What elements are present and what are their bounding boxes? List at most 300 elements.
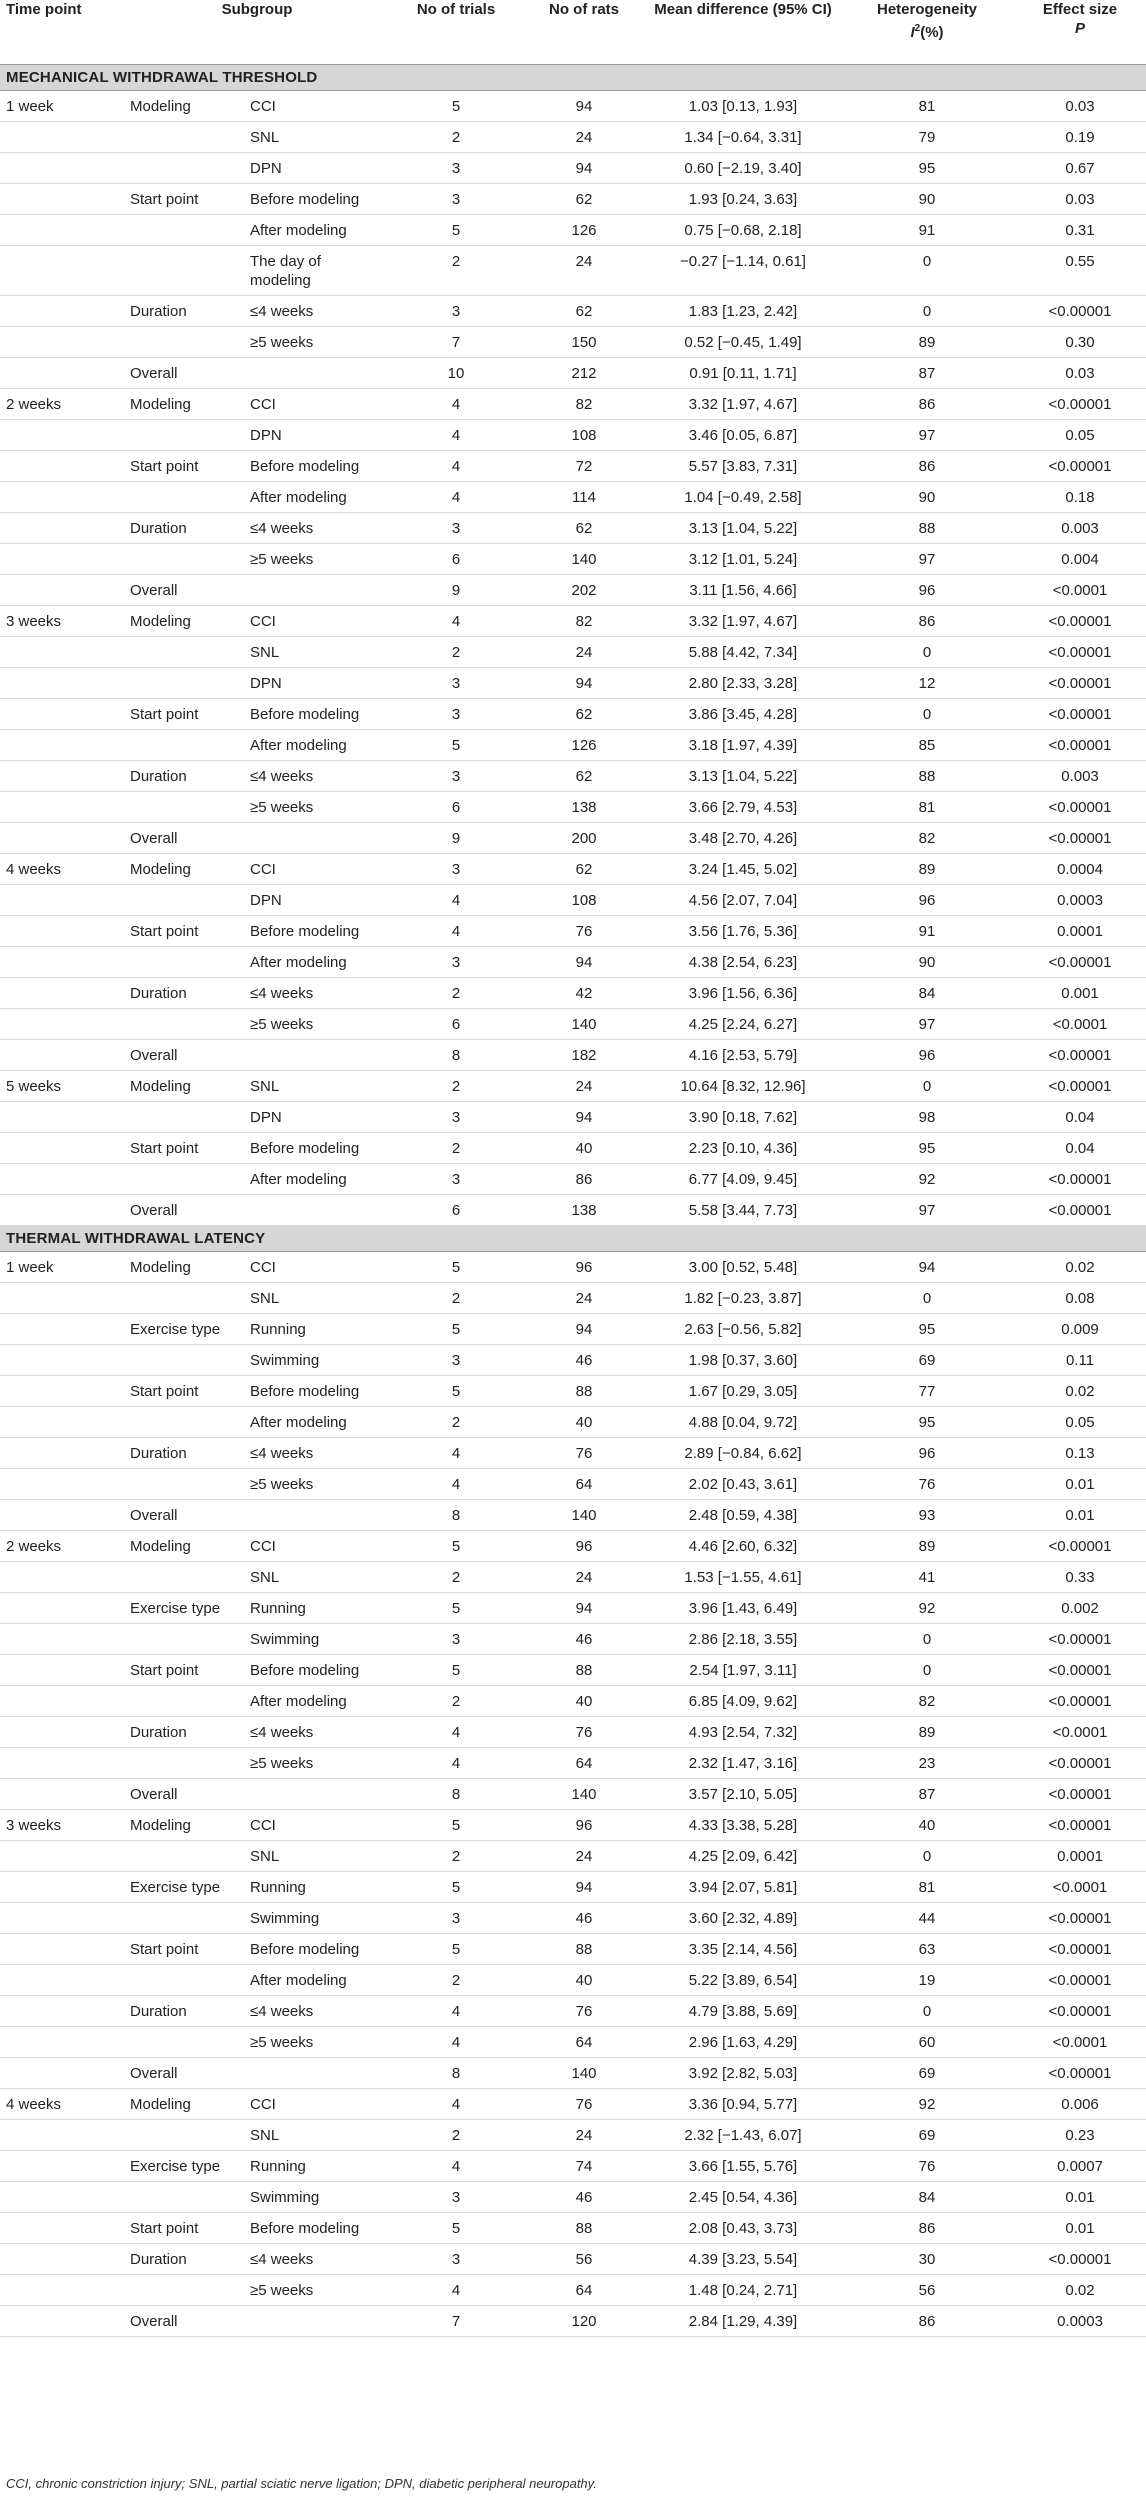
cell-subgroup: [124, 1009, 244, 1040]
cell-heterogeneity: 81: [840, 792, 1008, 823]
cell-trials: 8: [384, 2058, 522, 2089]
cell-heterogeneity: 85: [840, 730, 1008, 761]
cell-effect-size: <0.00001: [1008, 606, 1146, 637]
cell-trials: 5: [384, 91, 522, 122]
cell-time-point: [0, 513, 124, 544]
cell-mean-difference: 4.25 [2.09, 6.42]: [640, 1841, 840, 1872]
cell-subgroup: Exercise type: [124, 1593, 244, 1624]
cell-trials: 4: [384, 1748, 522, 1779]
cell-heterogeneity: 0: [840, 1624, 1008, 1655]
cell-heterogeneity: 90: [840, 947, 1008, 978]
table-row: [0, 1438, 1146, 1469]
cell-trials: 4: [384, 482, 522, 513]
cell-time-point: [0, 761, 124, 792]
cell-heterogeneity: 82: [840, 823, 1008, 854]
cell-mean-difference: 3.00 [0.52, 5.48]: [640, 1252, 840, 1283]
cell-subgroup-detail: [244, 1500, 384, 1531]
cell-rats: 42: [522, 978, 640, 1009]
cell-mean-difference: 3.92 [2.82, 5.03]: [640, 2058, 840, 2089]
cell-trials: 5: [384, 2213, 522, 2244]
table-row: [0, 1283, 1146, 1314]
cell-mean-difference: 0.91 [0.11, 1.71]: [640, 358, 840, 389]
cell-trials: 6: [384, 544, 522, 575]
cell-time-point: 3 weeks: [0, 1810, 124, 1841]
cell-time-point: [0, 1903, 124, 1934]
cell-time-point: [0, 122, 124, 153]
cell-effect-size: 0.002: [1008, 1593, 1146, 1624]
cell-effect-size: 0.003: [1008, 513, 1146, 544]
cell-subgroup: Modeling: [124, 389, 244, 420]
cell-effect-size: 0.006: [1008, 2089, 1146, 2120]
cell-trials: 5: [384, 730, 522, 761]
cell-heterogeneity: 86: [840, 389, 1008, 420]
cell-subgroup-detail: Swimming: [244, 1345, 384, 1376]
cell-subgroup: Modeling: [124, 1531, 244, 1562]
table-row: [0, 1500, 1146, 1531]
cell-mean-difference: 3.56 [1.76, 5.36]: [640, 916, 840, 947]
cell-trials: 5: [384, 1252, 522, 1283]
cell-trials: 4: [384, 1469, 522, 1500]
table-row: [0, 246, 1146, 296]
cell-time-point: [0, 1283, 124, 1314]
cell-subgroup-detail: Before modeling: [244, 916, 384, 947]
header-time-point: Time point: [0, 0, 124, 65]
table-row: [0, 1562, 1146, 1593]
cell-rats: 24: [522, 637, 640, 668]
cell-subgroup: [124, 246, 244, 296]
cell-heterogeneity: 82: [840, 1686, 1008, 1717]
cell-mean-difference: 5.57 [3.83, 7.31]: [640, 451, 840, 482]
cell-subgroup-detail: DPN: [244, 668, 384, 699]
cell-effect-size: <0.00001: [1008, 1779, 1146, 1810]
cell-mean-difference: 2.84 [1.29, 4.39]: [640, 2306, 840, 2337]
cell-time-point: [0, 1934, 124, 1965]
cell-subgroup-detail: [244, 1040, 384, 1071]
cell-subgroup-detail: DPN: [244, 885, 384, 916]
cell-subgroup: Duration: [124, 1717, 244, 1748]
cell-mean-difference: 2.96 [1.63, 4.29]: [640, 2027, 840, 2058]
cell-time-point: [0, 2306, 124, 2337]
cell-subgroup: Start point: [124, 1133, 244, 1164]
cell-rats: 138: [522, 1195, 640, 1226]
cell-trials: 3: [384, 1164, 522, 1195]
cell-heterogeneity: 96: [840, 885, 1008, 916]
cell-heterogeneity: 95: [840, 1133, 1008, 1164]
cell-effect-size: 0.02: [1008, 1252, 1146, 1283]
cell-heterogeneity: 97: [840, 420, 1008, 451]
cell-subgroup-detail: DPN: [244, 420, 384, 451]
cell-mean-difference: 3.48 [2.70, 4.26]: [640, 823, 840, 854]
cell-rats: 24: [522, 1841, 640, 1872]
cell-trials: 7: [384, 327, 522, 358]
cell-trials: 5: [384, 1934, 522, 1965]
cell-subgroup: Modeling: [124, 1810, 244, 1841]
cell-subgroup-detail: After modeling: [244, 947, 384, 978]
cell-time-point: [0, 730, 124, 761]
cell-trials: 3: [384, 2182, 522, 2213]
cell-rats: 46: [522, 1903, 640, 1934]
cell-mean-difference: 1.48 [0.24, 2.71]: [640, 2275, 840, 2306]
cell-time-point: [0, 1996, 124, 2027]
table-row: [0, 606, 1146, 637]
cell-time-point: [0, 1872, 124, 1903]
cell-mean-difference: 3.32 [1.97, 4.67]: [640, 606, 840, 637]
cell-effect-size: <0.00001: [1008, 2244, 1146, 2275]
cell-subgroup-detail: ≤4 weeks: [244, 761, 384, 792]
cell-subgroup: [124, 730, 244, 761]
cell-time-point: [0, 792, 124, 823]
cell-time-point: [0, 823, 124, 854]
table-row: [0, 215, 1146, 246]
cell-rats: 114: [522, 482, 640, 513]
cell-subgroup-detail: After modeling: [244, 482, 384, 513]
cell-rats: 82: [522, 606, 640, 637]
cell-subgroup: Overall: [124, 823, 244, 854]
cell-rats: 94: [522, 668, 640, 699]
table-row: [0, 761, 1146, 792]
cell-subgroup: Overall: [124, 575, 244, 606]
cell-subgroup: Duration: [124, 761, 244, 792]
cell-subgroup-detail: CCI: [244, 606, 384, 637]
cell-mean-difference: 0.75 [−0.68, 2.18]: [640, 215, 840, 246]
cell-effect-size: <0.00001: [1008, 823, 1146, 854]
cell-trials: 2: [384, 1407, 522, 1438]
cell-subgroup-detail: Running: [244, 1314, 384, 1345]
cell-subgroup: Duration: [124, 978, 244, 1009]
cell-time-point: [0, 1469, 124, 1500]
cell-subgroup-detail: SNL: [244, 1283, 384, 1314]
cell-rats: 94: [522, 91, 640, 122]
cell-subgroup-detail: ≤4 weeks: [244, 1438, 384, 1469]
table-row: [0, 389, 1146, 420]
cell-trials: 2: [384, 978, 522, 1009]
cell-time-point: 1 week: [0, 1252, 124, 1283]
cell-subgroup: Overall: [124, 2306, 244, 2337]
cell-effect-size: <0.00001: [1008, 637, 1146, 668]
cell-subgroup-detail: ≥5 weeks: [244, 1748, 384, 1779]
cell-time-point: [0, 2151, 124, 2182]
table-row: [0, 823, 1146, 854]
cell-rats: 150: [522, 327, 640, 358]
cell-heterogeneity: 88: [840, 513, 1008, 544]
cell-trials: 3: [384, 1903, 522, 1934]
cell-subgroup: [124, 1841, 244, 1872]
cell-trials: 9: [384, 575, 522, 606]
section-header: [0, 1226, 1146, 1252]
cell-effect-size: <0.0001: [1008, 2027, 1146, 2058]
cell-trials: 10: [384, 358, 522, 389]
cell-subgroup-detail: Before modeling: [244, 1655, 384, 1686]
table-row: [0, 1996, 1146, 2027]
cell-heterogeneity: 69: [840, 2120, 1008, 2151]
cell-heterogeneity: 97: [840, 1009, 1008, 1040]
cell-trials: 3: [384, 2244, 522, 2275]
cell-effect-size: 0.05: [1008, 1407, 1146, 1438]
cell-time-point: [0, 1195, 124, 1226]
cell-heterogeneity: 96: [840, 1438, 1008, 1469]
cell-subgroup-detail: ≥5 weeks: [244, 792, 384, 823]
cell-subgroup: Modeling: [124, 1071, 244, 1102]
cell-subgroup: Overall: [124, 1195, 244, 1226]
cell-rats: 94: [522, 1872, 640, 1903]
cell-effect-size: 0.01: [1008, 2182, 1146, 2213]
cell-subgroup: [124, 947, 244, 978]
cell-time-point: [0, 699, 124, 730]
cell-subgroup-detail: After modeling: [244, 1965, 384, 1996]
section-title: MECHANICAL WITHDRAWAL THRESHOLD: [0, 65, 1146, 91]
cell-effect-size: <0.00001: [1008, 1965, 1146, 1996]
cell-trials: 2: [384, 1841, 522, 1872]
table-row: [0, 885, 1146, 916]
cell-time-point: [0, 420, 124, 451]
cell-trials: 6: [384, 792, 522, 823]
cell-time-point: [0, 2120, 124, 2151]
cell-subgroup: Overall: [124, 1779, 244, 1810]
cell-subgroup-detail: CCI: [244, 1252, 384, 1283]
cell-subgroup: [124, 420, 244, 451]
table-row: [0, 420, 1146, 451]
cell-subgroup-detail: The day of modeling: [244, 246, 384, 296]
cell-subgroup-detail: After modeling: [244, 1686, 384, 1717]
cell-heterogeneity: 92: [840, 2089, 1008, 2120]
cell-trials: 5: [384, 1655, 522, 1686]
cell-mean-difference: 0.52 [−0.45, 1.49]: [640, 327, 840, 358]
cell-effect-size: 0.67: [1008, 153, 1146, 184]
cell-subgroup-detail: Before modeling: [244, 451, 384, 482]
cell-effect-size: 0.001: [1008, 978, 1146, 1009]
cell-subgroup-detail: CCI: [244, 2089, 384, 2120]
cell-heterogeneity: 98: [840, 1102, 1008, 1133]
cell-effect-size: 0.11: [1008, 1345, 1146, 1376]
cell-subgroup: Duration: [124, 1438, 244, 1469]
table-row: [0, 2213, 1146, 2244]
cell-trials: 3: [384, 947, 522, 978]
table-row: [0, 916, 1146, 947]
cell-heterogeneity: 81: [840, 91, 1008, 122]
table-row: [0, 1009, 1146, 1040]
cell-mean-difference: 6.77 [4.09, 9.45]: [640, 1164, 840, 1195]
cell-rats: 64: [522, 2027, 640, 2058]
cell-time-point: [0, 215, 124, 246]
cell-subgroup: [124, 1624, 244, 1655]
cell-subgroup-detail: ≤4 weeks: [244, 1717, 384, 1748]
cell-rats: 74: [522, 2151, 640, 2182]
cell-rats: 62: [522, 699, 640, 730]
cell-rats: 120: [522, 2306, 640, 2337]
table-row: [0, 513, 1146, 544]
cell-subgroup: [124, 1469, 244, 1500]
cell-trials: 4: [384, 2027, 522, 2058]
cell-trials: 2: [384, 1071, 522, 1102]
table-row: [0, 1965, 1146, 1996]
table-row: [0, 1531, 1146, 1562]
table-row: [0, 153, 1146, 184]
cell-mean-difference: 1.53 [−1.55, 4.61]: [640, 1562, 840, 1593]
cell-rats: 46: [522, 2182, 640, 2213]
cell-trials: 5: [384, 1872, 522, 1903]
cell-subgroup: Start point: [124, 2213, 244, 2244]
cell-mean-difference: 2.54 [1.97, 3.11]: [640, 1655, 840, 1686]
cell-rats: 96: [522, 1810, 640, 1841]
cell-mean-difference: −0.27 [−1.14, 0.61]: [640, 246, 840, 296]
cell-rats: 76: [522, 1438, 640, 1469]
cell-time-point: [0, 1438, 124, 1469]
cell-effect-size: <0.00001: [1008, 2058, 1146, 2089]
table-row: [0, 575, 1146, 606]
cell-subgroup: [124, 2027, 244, 2058]
cell-rats: 108: [522, 420, 640, 451]
cell-subgroup: Modeling: [124, 1252, 244, 1283]
cell-rats: 46: [522, 1624, 640, 1655]
cell-heterogeneity: 60: [840, 2027, 1008, 2058]
cell-time-point: [0, 885, 124, 916]
table-row: [0, 2058, 1146, 2089]
cell-effect-size: 0.03: [1008, 358, 1146, 389]
cell-rats: 88: [522, 1376, 640, 1407]
cell-subgroup: [124, 1748, 244, 1779]
cell-heterogeneity: 91: [840, 215, 1008, 246]
table-row: [0, 482, 1146, 513]
cell-effect-size: 0.04: [1008, 1102, 1146, 1133]
cell-time-point: [0, 358, 124, 389]
cell-heterogeneity: 23: [840, 1748, 1008, 1779]
cell-trials: 3: [384, 153, 522, 184]
cell-trials: 3: [384, 184, 522, 215]
cell-time-point: [0, 2058, 124, 2089]
cell-mean-difference: 2.89 [−0.84, 6.62]: [640, 1438, 840, 1469]
table-row: [0, 1872, 1146, 1903]
cell-heterogeneity: 94: [840, 1252, 1008, 1283]
cell-effect-size: 0.0003: [1008, 885, 1146, 916]
table-row: [0, 296, 1146, 327]
cell-heterogeneity: 77: [840, 1376, 1008, 1407]
cell-effect-size: <0.00001: [1008, 1040, 1146, 1071]
table-row: [0, 1593, 1146, 1624]
cell-mean-difference: 3.57 [2.10, 5.05]: [640, 1779, 840, 1810]
cell-rats: 140: [522, 1009, 640, 1040]
cell-subgroup: [124, 1164, 244, 1195]
cell-effect-size: <0.00001: [1008, 1531, 1146, 1562]
cell-time-point: [0, 153, 124, 184]
cell-trials: 4: [384, 2275, 522, 2306]
table-row: [0, 2027, 1146, 2058]
cell-time-point: [0, 1102, 124, 1133]
cell-heterogeneity: 69: [840, 2058, 1008, 2089]
cell-effect-size: <0.00001: [1008, 1624, 1146, 1655]
cell-trials: 5: [384, 1531, 522, 1562]
cell-effect-size: <0.00001: [1008, 1686, 1146, 1717]
cell-subgroup: [124, 2275, 244, 2306]
cell-subgroup-detail: ≤4 weeks: [244, 1996, 384, 2027]
cell-mean-difference: 4.38 [2.54, 6.23]: [640, 947, 840, 978]
cell-heterogeneity: 93: [840, 1500, 1008, 1531]
cell-trials: 4: [384, 451, 522, 482]
cell-mean-difference: 3.94 [2.07, 5.81]: [640, 1872, 840, 1903]
cell-subgroup-detail: Before modeling: [244, 699, 384, 730]
table-row: [0, 327, 1146, 358]
cell-trials: 3: [384, 854, 522, 885]
table-row: [0, 1252, 1146, 1283]
cell-effect-size: <0.00001: [1008, 699, 1146, 730]
cell-heterogeneity: 19: [840, 1965, 1008, 1996]
cell-trials: 4: [384, 916, 522, 947]
cell-trials: 2: [384, 1283, 522, 1314]
cell-mean-difference: 3.60 [2.32, 4.89]: [640, 1903, 840, 1934]
cell-time-point: [0, 1717, 124, 1748]
cell-time-point: [0, 1655, 124, 1686]
cell-mean-difference: 4.46 [2.60, 6.32]: [640, 1531, 840, 1562]
table-row: [0, 792, 1146, 823]
cell-subgroup: [124, 1686, 244, 1717]
cell-effect-size: 0.03: [1008, 91, 1146, 122]
table-row: [0, 1841, 1146, 1872]
cell-trials: 3: [384, 1102, 522, 1133]
cell-rats: 82: [522, 389, 640, 420]
cell-time-point: [0, 1686, 124, 1717]
cell-rats: 24: [522, 2120, 640, 2151]
table-row: [0, 1164, 1146, 1195]
cell-effect-size: 0.02: [1008, 2275, 1146, 2306]
cell-subgroup-detail: Running: [244, 1593, 384, 1624]
cell-trials: 4: [384, 2089, 522, 2120]
cell-heterogeneity: 76: [840, 1469, 1008, 1500]
cell-time-point: 2 weeks: [0, 389, 124, 420]
cell-trials: 5: [384, 1593, 522, 1624]
cell-time-point: [0, 184, 124, 215]
cell-subgroup-detail: ≥5 weeks: [244, 544, 384, 575]
cell-trials: 2: [384, 122, 522, 153]
cell-heterogeneity: 0: [840, 637, 1008, 668]
header-heterogeneity-unit: (%): [920, 24, 944, 41]
cell-rats: 24: [522, 122, 640, 153]
cell-effect-size: 0.04: [1008, 1133, 1146, 1164]
cell-heterogeneity: 91: [840, 916, 1008, 947]
cell-subgroup: Duration: [124, 2244, 244, 2275]
cell-time-point: [0, 916, 124, 947]
cell-mean-difference: 3.35 [2.14, 4.56]: [640, 1934, 840, 1965]
cell-time-point: [0, 2244, 124, 2275]
cell-heterogeneity: 87: [840, 358, 1008, 389]
cell-mean-difference: 3.66 [1.55, 5.76]: [640, 2151, 840, 2182]
cell-trials: 4: [384, 2151, 522, 2182]
cell-mean-difference: 2.23 [0.10, 4.36]: [640, 1133, 840, 1164]
cell-subgroup-detail: After modeling: [244, 1164, 384, 1195]
cell-time-point: [0, 327, 124, 358]
cell-trials: 3: [384, 1624, 522, 1655]
cell-subgroup: Exercise type: [124, 1872, 244, 1903]
cell-subgroup: [124, 885, 244, 916]
cell-mean-difference: 5.22 [3.89, 6.54]: [640, 1965, 840, 1996]
cell-effect-size: <0.0001: [1008, 575, 1146, 606]
cell-mean-difference: 5.58 [3.44, 7.73]: [640, 1195, 840, 1226]
cell-effect-size: <0.00001: [1008, 730, 1146, 761]
cell-time-point: 1 week: [0, 91, 124, 122]
cell-time-point: [0, 1624, 124, 1655]
cell-heterogeneity: 0: [840, 246, 1008, 296]
cell-subgroup: Start point: [124, 699, 244, 730]
cell-time-point: [0, 2275, 124, 2306]
table-row: [0, 1624, 1146, 1655]
cell-subgroup-detail: After modeling: [244, 1407, 384, 1438]
cell-rats: 64: [522, 1748, 640, 1779]
cell-heterogeneity: 84: [840, 978, 1008, 1009]
table-row: [0, 1314, 1146, 1345]
cell-subgroup: [124, 153, 244, 184]
cell-subgroup: Overall: [124, 358, 244, 389]
cell-effect-size: 0.01: [1008, 1469, 1146, 1500]
cell-trials: 6: [384, 1195, 522, 1226]
cell-subgroup-detail: SNL: [244, 1071, 384, 1102]
